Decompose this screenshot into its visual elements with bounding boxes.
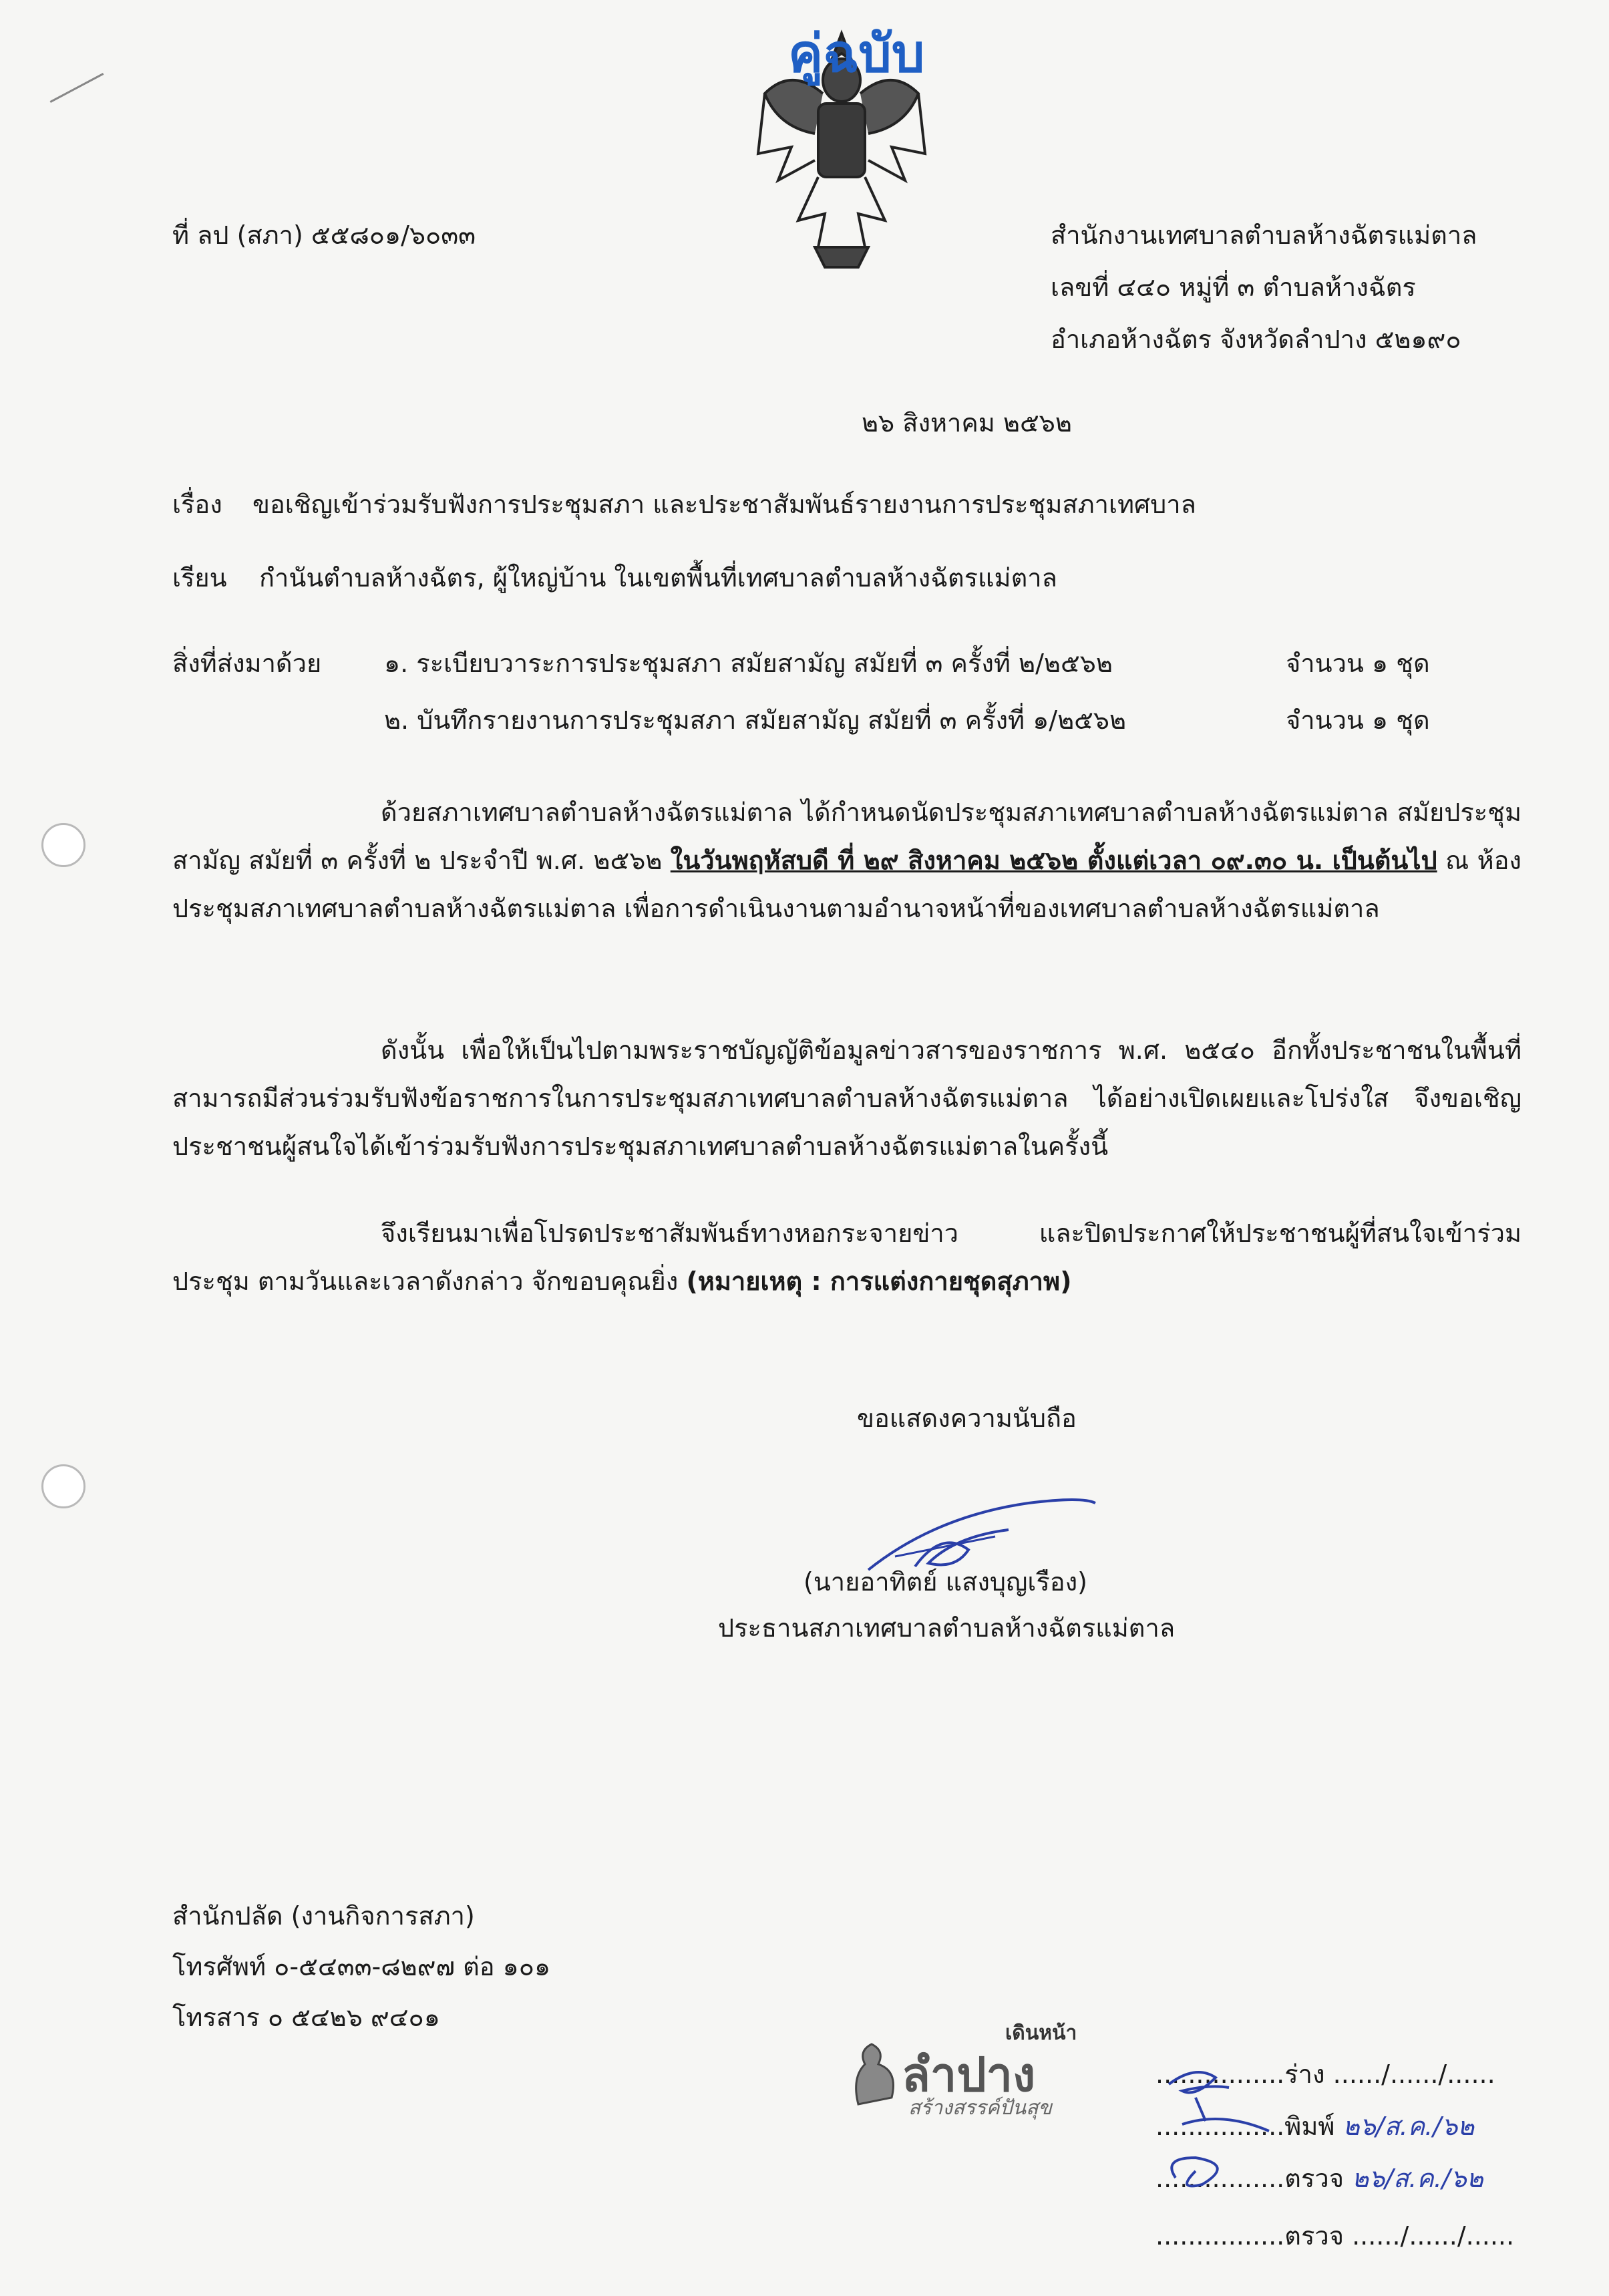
routing-value-draft: ....../....../...... [1332,2060,1495,2089]
sender-address-line-1: สำนักงานเทศบาลตำบลห้างฉัตรแม่ตาล [1051,220,1477,250]
enclosures-label: สิ่งที่ส่งมาด้วย [172,649,322,678]
routing-row-check-2: ................ตรวจ ....../....../...... [1155,2221,1515,2251]
subject-text: ขอเชิญเข้าร่วมรับฟังการประชุมสภา และประชาสัมพันธ์รายงานการประชุมสภาเทศบาล [252,490,1196,519]
routing-value-check-1: ๒๖/ส.ค./๖๒ [1352,2164,1483,2193]
paragraph-1-text-a: ด้วยสภาเทศบาลตำบลห้างฉัตรแม่ตาล ได้กำหนดนัดประชุมสภาเทศบาลตำบลห้างฉัตรแม่ตาล สมัยประชุมสามัญ สมัยที่ ๓ ครั้งที่ ๒ ประจำปี พ.ศ. ๒๕๖๒ [172,798,1522,875]
routing-block [1155,2058,1543,2278]
routing-label-check-1: ตรวจ [1284,2164,1344,2193]
lampang-logo-top: เดินหน้า [1005,2021,1077,2045]
lampang-logo [845,2017,1112,2124]
margin-slash-mark [50,73,104,103]
lampang-logo-rooster-icon [845,2037,905,2111]
body-paragraph-2: ดังนั้น เพื่อให้เป็นไปตามพระราชบัญญัติข้อมูลข่าวสารของราชการ พ.ศ. ๒๕๔๐ อีกทั้งประชาชนในพื้นที่สามารถมีส่วนร่วมรับฟังข้อราชการในการประชุมสภาเทศบาลตำบลห้างฉัตรแม่ตาล ได้อย่างเปิดเผยและโปร่งใส จึงขอเชิญประชาชนผู้สนใจได้เข้าร่วมรับฟังการประชุมสภาเทศบาลตำบลห้างฉัตรแม่ตาลในครั้งนี้ [172,1035,1522,1161]
punch-hole-top [41,823,85,867]
enclosure-item-2: ๒. บันทึกรายงานการประชุมสภา สมัยสามัญ สมัยที่ ๓ ครั้งที่ ๑/๒๕๖๒ [384,705,1127,735]
sender-address-line-3: อำเภอห้างฉัตร จังหวัดลำปาง ๕๒๑๙๐ [1051,325,1461,354]
routing-value-check-2: ....../....../...... [1352,2221,1515,2251]
dress-code-note: (หมายเหตุ : การแต่งกายชุดสุภาพ) [686,1267,1072,1296]
reference-number: ที่ ลป (สภา) ๕๕๘๐๑/๖๐๓๓ [172,220,476,250]
enclosure-item-1-qty: จำนวน ๑ ชุด [1286,649,1430,678]
subject-label: เรื่อง [172,490,222,519]
footer-department: สำนักปลัด (งานกิจการสภา) [172,1901,475,1931]
routing-initials-ink [1155,2058,1289,2218]
routing-label-draft: ร่าง [1284,2060,1325,2089]
sender-address-line-2: เลขที่ ๔๔๐ หมู่ที่ ๓ ตำบลห้างฉัตร [1051,273,1416,302]
routing-row-draft: ................ร่าง ....../....../...... [1155,2060,1495,2089]
copy-stamp: คู่ฉบับ [788,24,925,84]
footer-fax: โทรสาร ๐ ๕๔๒๖ ๙๔๐๑ [172,2003,440,2032]
routing-label-check-2: ตรวจ [1284,2221,1344,2251]
routing-value-typed: ๒๖/ส.ค./๖๒ [1343,2112,1475,2141]
footer-phone: โทรศัพท์ ๐-๕๔๓๓-๘๒๙๗ ต่อ ๑๐๑ [172,1952,551,1981]
recipient-label: เรียน [172,563,227,593]
signer-name: (นายอาทิตย์ แสงบุญเรือง) [803,1567,1087,1597]
closing-phrase: ขอแสดงความนับถือ [857,1404,1077,1433]
meeting-date-time: ในวันพฤหัสบดี ที่ ๒๙ สิงหาคม ๒๕๖๒ ตั้งแต่เวลา ๐๙.๓๐ น. เป็นต้นไป [670,846,1437,875]
routing-label-typed: พิมพ์ [1284,2112,1335,2141]
recipient-text: กำนันตำบลห้างฉัตร, ผู้ใหญ่บ้าน ในเขตพื้นที่เทศบาลตำบลห้างฉัตรแม่ตาล [259,563,1057,593]
signer-title: ประธานสภาเทศบาลตำบลห้างฉัตรแม่ตาล [718,1613,1176,1643]
enclosure-item-1: ๑. ระเบียบวาระการประชุมสภา สมัยสามัญ สมัยที่ ๓ ครั้งที่ ๒/๒๕๖๒ [384,649,1113,678]
letter-date: ๒๖ สิงหาคม ๒๕๖๒ [862,408,1072,438]
body-paragraph-1 [172,788,1522,933]
routing-row-check-1: ................ตรวจ ๒๖/ส.ค./๖๒ [1155,2164,1483,2193]
enclosure-item-2-qty: จำนวน ๑ ชุด [1286,705,1430,735]
paragraph-1-text-c: ณ ห้องประชุมสภาเทศบาลตำบลห้างฉัตรแม่ตาล เพื่อการดำเนินงานตามอำนาจหน้าที่ของเทศบาลตำบลห้างฉัตรแม่ตาล [172,846,1522,923]
paragraph-3-text: จึงเรียนมาเพื่อโปรดประชาสัมพันธ์ทางหอกระจายข่าว และปิดประกาศให้ประชาชนผู้ที่สนใจเข้าร่วมประชุม ตามวันและเวลาดังกล่าว จักขอบคุณยิ่ง [172,1218,1522,1296]
lampang-logo-main: ลำปาง [902,2047,1036,2102]
body-paragraph-3 [172,1209,1522,1305]
routing-row-typed: ................พิมพ์ ๒๖/ส.ค./๖๒ [1155,2112,1475,2141]
punch-hole-bottom [41,1464,85,1508]
lampang-logo-bottom: สร้างสรรค์ปันสุข [908,2096,1052,2120]
